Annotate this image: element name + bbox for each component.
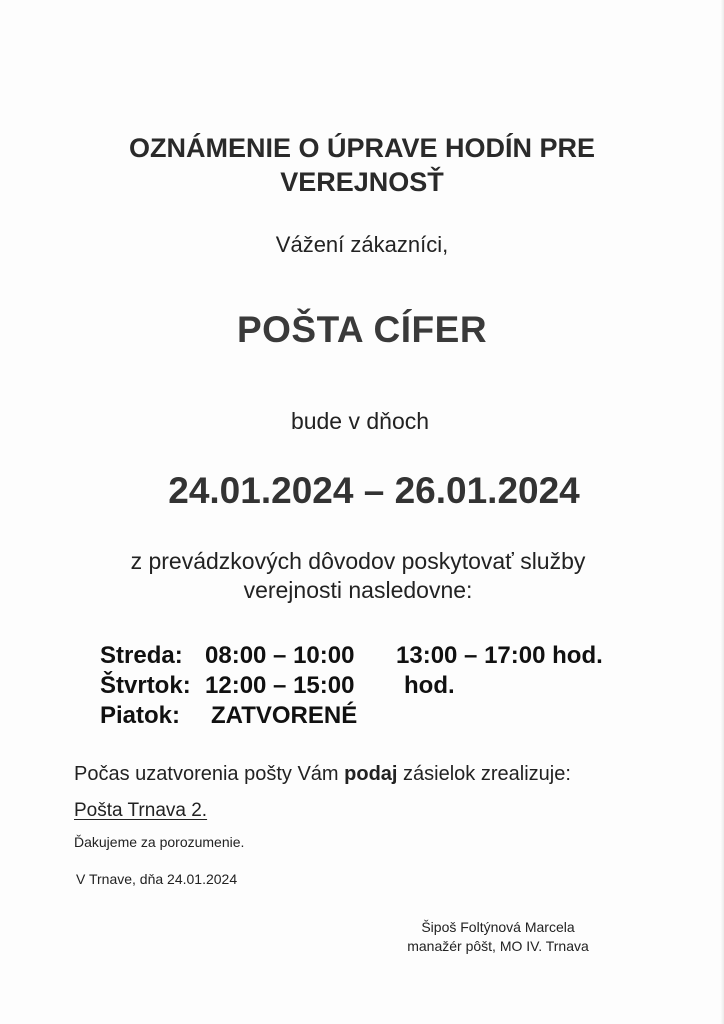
reason-line2: verejnosti nasledovne: [243, 577, 473, 603]
notice-title-line1: OZNÁMENIE O ÚPRAVE HODÍN PRE [128, 133, 596, 163]
schedule-day-thursday: Štvrtok: [100, 672, 191, 699]
schedule-hours-wednesday-morning: 08:00 – 10:00 [205, 642, 355, 669]
post-office-name: POŠTA CÍFER [236, 309, 488, 350]
reason-line1: z prevádzkových dôvodov poskytovať služby [130, 548, 586, 574]
date-range: 24.01.2024 – 26.01.2024 [168, 470, 580, 511]
schedule-day-friday: Piatok: [100, 702, 181, 729]
schedule-friday-closed: ZATVORENÉ [211, 702, 358, 729]
place-date: V Trnave, dňa 24.01.2024 [76, 871, 238, 887]
closure-note [74, 763, 571, 786]
schedule-hours-thursday-suffix: hod. [404, 672, 455, 699]
signature-name: Šipoš Foltýnová Marcela [421, 919, 575, 935]
schedule-hours-wednesday-afternoon: 13:00 – 17:00 hod. [396, 642, 603, 669]
schedule-hours-thursday: 12:00 – 15:00 [205, 672, 355, 699]
closure-note-suffix: zásielok zrealizuje: [397, 763, 571, 785]
schedule-day-wednesday: Streda: [100, 642, 183, 669]
greeting: Vážení zákazníci, [275, 232, 449, 257]
signature-block [378, 918, 618, 956]
signature-role: manažér pôšt, MO IV. Trnava [407, 938, 589, 954]
days-intro: bude v dňoch [290, 408, 430, 434]
thanks-text: Ďakujeme za porozumenie. [74, 834, 245, 850]
closure-note-bold: podaj [344, 763, 398, 785]
closure-note-prefix: Počas uzatvorenia pošty Vám [74, 763, 345, 785]
notice-title-line2: VEREJNOSŤ [280, 167, 444, 197]
alternative-post-office: Pošta Trnava 2. [74, 800, 208, 821]
